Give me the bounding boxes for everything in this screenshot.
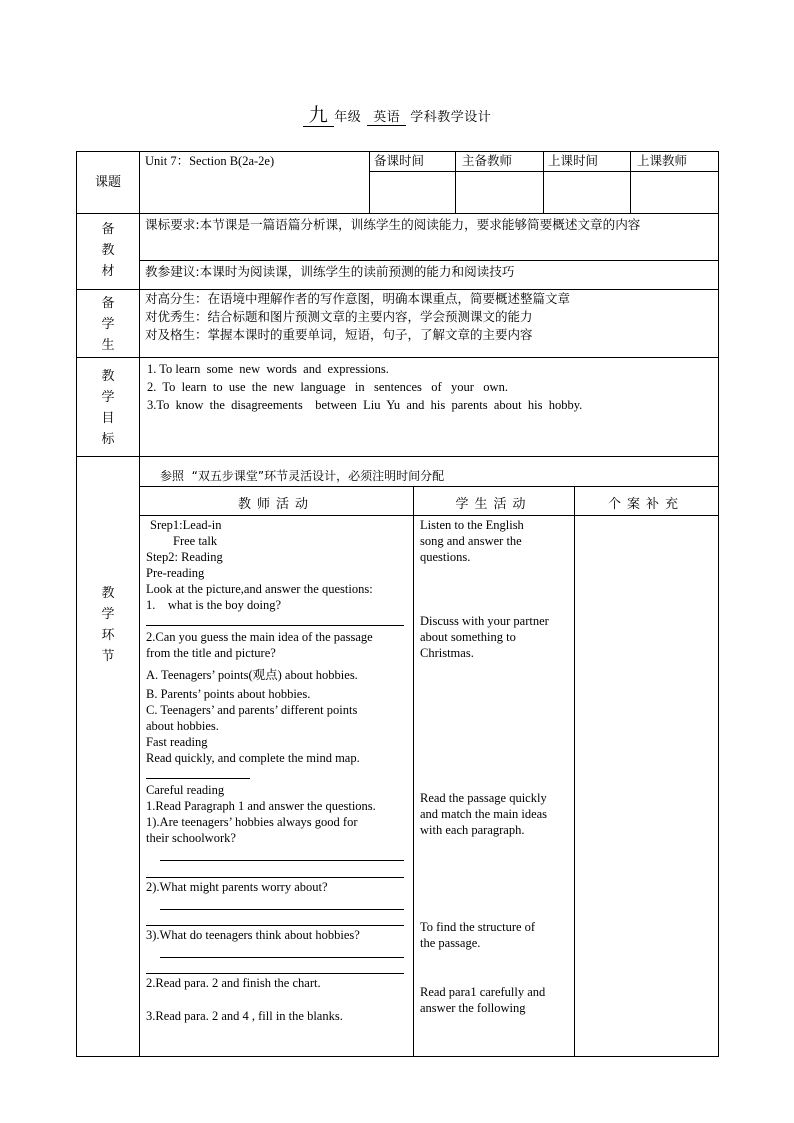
header-teacher-activity: 教师活动	[237, 497, 314, 512]
student-discuss-1: Discuss with your partner	[420, 614, 549, 628]
col-class-teacher: 上课教师	[637, 153, 688, 168]
careful-reading: Careful reading	[146, 783, 225, 797]
student-level-high: 对高分生：在语境中理解作者的写作意图，明确本课重点，简要概述整篇文章	[145, 291, 571, 306]
question-main-idea-cont: from the title and picture?	[146, 646, 276, 660]
header-individual-supplement: 个案补充	[607, 497, 684, 512]
question-teenagers-think: 3).What do teenagers think about hobbies?	[146, 928, 360, 942]
student-discuss-2: about something to	[420, 630, 516, 644]
student-listen-2: song and answer the	[420, 534, 522, 548]
free-talk: Free talk	[173, 534, 218, 548]
grade-suffix: 年级	[334, 110, 362, 125]
question-boy: 1. what is the boy doing?	[146, 598, 282, 612]
read-para1: 1.Read Paragraph 1 and answer the questions.	[146, 799, 376, 813]
student-structure-1: To find the structure of	[420, 920, 536, 934]
fast-reading: Fast reading	[146, 735, 208, 749]
student-structure-2: the passage.	[420, 936, 481, 950]
read-para2-4-blanks: 3.Read para. 2 and 4 , fill in the blanks.	[146, 1009, 343, 1023]
pre-reading: Pre-reading	[146, 566, 205, 580]
student-match-3: with each paragraph.	[420, 823, 525, 837]
topic-label: 课题	[94, 175, 121, 190]
col-lead-teacher: 主备教师	[462, 153, 513, 168]
header-student-activity: 学生活动	[455, 497, 532, 512]
curriculum-standard: 课标要求:本节课是一篇语篇分析课，训练学生的阅读能力，要求能够简要概述文章的内容	[145, 217, 641, 232]
read-para2-chart: 2.Read para. 2 and finish the chart.	[146, 976, 321, 990]
teaching-suggestion: 教参建议:本课时为阅读课，训练学生的读前预测的能力和阅读技巧	[145, 264, 515, 279]
grade-value: 九	[303, 104, 335, 127]
title-rest: 学科教学设计	[410, 110, 492, 125]
question-hobbies-cont: their schoolwork?	[146, 831, 236, 845]
option-a: A. Teenagers’ points(观点) about hobbies.	[146, 668, 358, 682]
steps-label: 教 学 环 节	[101, 586, 115, 664]
question-parents-worry: 2).What might parents worry about?	[146, 880, 328, 894]
materials-label: 备 教 材	[101, 222, 115, 279]
step1-lead-in: Srep1:Lead-in	[150, 518, 222, 532]
student-listen-3: questions.	[420, 550, 471, 564]
option-c: C. Teenagers’ and parents’ different points	[146, 703, 358, 717]
col-class-time: 上课时间	[548, 153, 599, 168]
students-label: 备 学 生	[101, 296, 115, 353]
student-listen-1: Listen to the English	[420, 518, 524, 532]
look-picture: Look at the picture,and answer the questions:	[146, 582, 373, 596]
question-main-idea: 2.Can you guess the main idea of the passage	[146, 630, 373, 644]
student-level-good: 对优秀生：结合标题和图片预测文章的主要内容，学会预测课文的能力	[145, 309, 533, 324]
option-b: B. Parents’ points about hobbies.	[146, 687, 311, 701]
goal-3: 3.To know the disagreements between Liu Yu and his parents about his hobby.	[147, 398, 583, 412]
question-hobbies: 1).Are teenagers’ hobbies always good for	[146, 815, 358, 829]
goal-2: 2. To learn to use the new language in sentences of your own.	[147, 380, 508, 394]
student-para1-2: answer the following	[420, 1001, 526, 1015]
option-c-cont: about hobbies.	[146, 719, 219, 733]
fast-reading-task: Read quickly, and complete the mind map.	[146, 751, 360, 765]
student-match-2: and match the main ideas	[420, 807, 548, 821]
student-discuss-3: Christmas.	[420, 646, 474, 660]
student-level-pass: 对及格生：掌握本课时的重要单词，短语，句子，了解文章的主要内容	[145, 327, 533, 342]
col-prep-time: 备课时间	[374, 153, 425, 168]
document-title	[0, 100, 794, 127]
subject-value: 英语	[367, 110, 406, 126]
step2-reading: Step2: Reading	[146, 550, 223, 564]
goal-1: 1. To learn some new words and expressions.	[147, 362, 389, 376]
student-match-1: Read the passage quickly	[420, 791, 547, 805]
goals-label: 教 学 目 标	[101, 369, 115, 447]
topic-value: Unit 7：Section B(2a-2e)	[145, 154, 275, 168]
steps-note: 参照 “双五步课堂”环节灵活设计，必须注明时间分配	[160, 469, 445, 483]
student-para1-1: Read para1 carefully and	[420, 985, 546, 999]
